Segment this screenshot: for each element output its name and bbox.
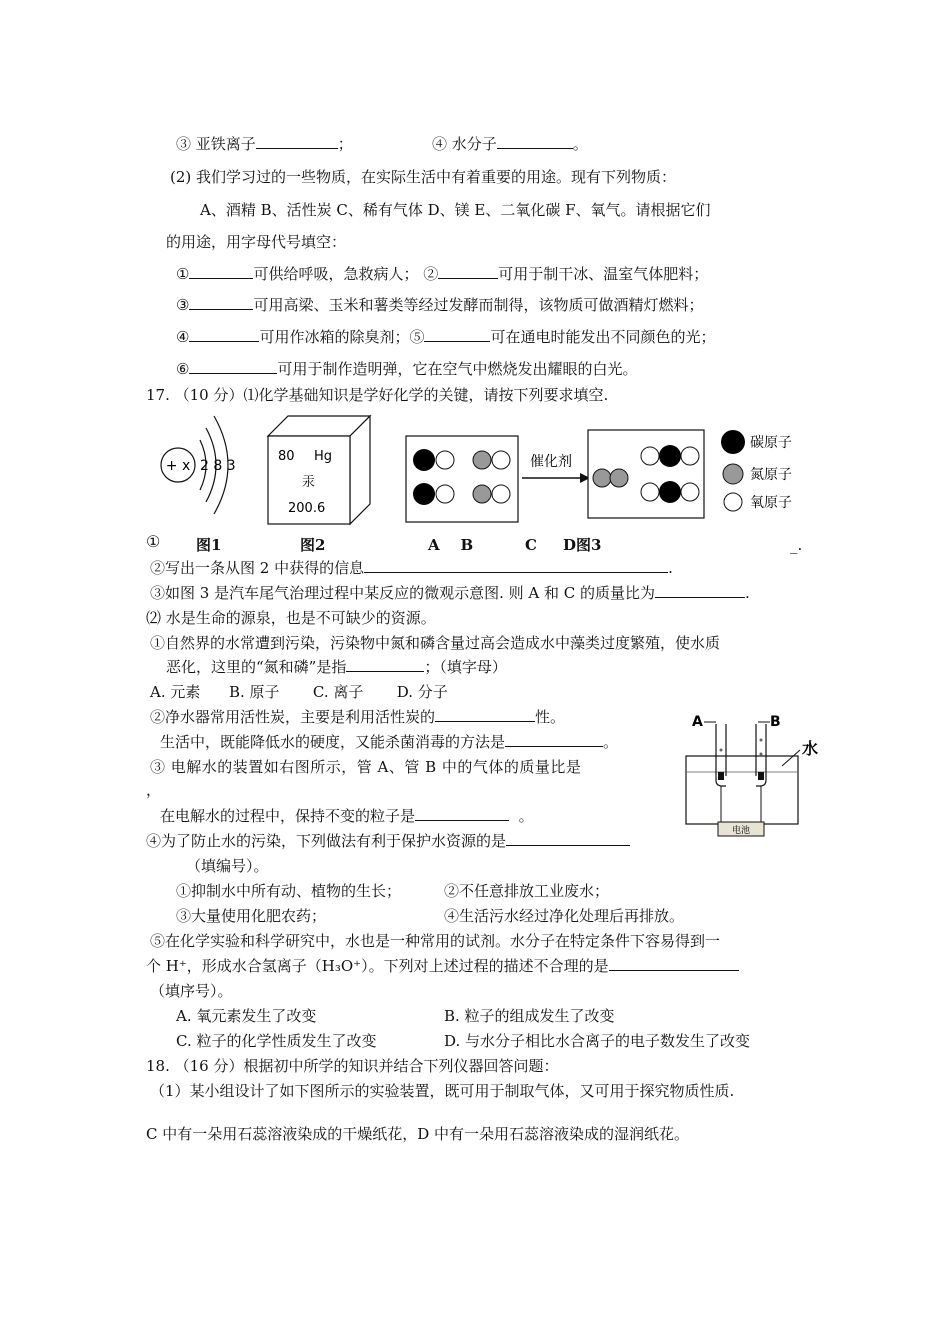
- legend-nitrogen: 氮原子: [750, 467, 792, 483]
- legend-oxygen: 氧原子: [750, 495, 792, 511]
- oxygen-atom: [681, 447, 699, 465]
- option-3: ③大量使用化肥农药；: [176, 907, 327, 925]
- punct: 。: [518, 807, 534, 825]
- legend-oxygen-swatch: [724, 493, 742, 511]
- use-text: 可供给呼吸，急救病人； ②: [253, 265, 439, 283]
- circled-num: ③: [176, 296, 190, 314]
- answer-blank[interactable]: [415, 806, 509, 821]
- q16-part2-intro: (2) 我们学习过的一些物质，在实际生活中有着重要的用途。现有下列物质：: [170, 168, 677, 186]
- caption-fig1: 图1: [196, 536, 222, 554]
- item-label: ④ 水分子: [432, 135, 497, 153]
- item-label: ③ 亚铁离子: [176, 135, 256, 153]
- catalyst-label: 催化剂: [530, 454, 572, 470]
- element-cube-figure: [262, 414, 382, 530]
- choice-a: A. 氧元素发生了改变: [176, 1007, 317, 1025]
- question-text: ③如图 3 是汽车尾气治理过程中某反应的微观示意图. 则 A 和 C 的质量比为: [150, 584, 656, 602]
- oxygen-atom: [681, 483, 699, 501]
- q17-item3: [150, 583, 750, 603]
- answer-blank[interactable]: [189, 359, 277, 374]
- electrolysis-question: ③ 电解水的装置如右图所示，管 A、管 B 中的气体的质量比是: [150, 758, 582, 776]
- water-pollution-text: ①自然界的水常遭到污染，污染物中氮和磷含量过高会造成水中藻类过度繁殖，使水质: [150, 634, 721, 652]
- q17-item2: [150, 558, 673, 578]
- electrode-a: [718, 772, 724, 780]
- question-text: 恶化，这里的“氮和磷”是指: [166, 658, 347, 676]
- answer-blank[interactable]: [609, 956, 739, 971]
- litmus-flower-text: C 中有一朵用石蕊溶液染成的干燥纸花，D 中有一朵用石蕊溶液染成的湿润纸花。: [146, 1125, 690, 1143]
- bubble: [760, 739, 763, 742]
- answer-blank[interactable]: [189, 264, 253, 279]
- q18-heading: 18. （16 分）根据初中所学的知识并结合下列仪器回答问题：: [146, 1057, 559, 1075]
- legend-carbon: 碳原子: [750, 435, 792, 451]
- carbon-atom: [659, 481, 681, 503]
- caption-tail: _.: [790, 536, 803, 554]
- instruction-text: 的用途，用字母代号填空：: [166, 233, 347, 251]
- use-text: 可用于制干冰、温室气体肥料；: [498, 265, 709, 283]
- water-pointer: [782, 750, 800, 766]
- circled-num: ①: [176, 265, 190, 283]
- activated-carbon-question: [150, 707, 565, 727]
- punct: .: [745, 584, 750, 602]
- caption-fig2: 图2: [300, 536, 326, 554]
- answer-blank[interactable]: [435, 707, 535, 722]
- question-text: ④为了防止水的污染，下列做法有利于保护水资源的是: [146, 832, 507, 850]
- carbon-atom: [413, 483, 435, 505]
- question-text: ②净水器常用活性炭，主要是利用活性炭的: [150, 708, 436, 726]
- option-2: ②不任意排放工业废水；: [444, 882, 610, 900]
- carbon-atom: [659, 445, 681, 467]
- q16-item3: [176, 134, 353, 154]
- answer-blank[interactable]: [505, 732, 603, 747]
- legend-nitrogen-swatch: [723, 464, 743, 484]
- answer-blank[interactable]: [346, 657, 424, 672]
- water-tank: [686, 756, 798, 824]
- use-line-1: [176, 264, 708, 284]
- answer-blank[interactable]: [364, 558, 668, 573]
- circled-num: ⑥: [176, 360, 190, 378]
- q16-item4: [432, 134, 588, 154]
- nitrogen-phosphorus-question: [166, 657, 507, 677]
- hardness-question: [160, 732, 618, 752]
- fill-number-note: （填编号）。: [186, 857, 269, 875]
- answer-blank[interactable]: [497, 134, 573, 149]
- cube-side: [350, 416, 370, 524]
- bubble: [760, 753, 763, 756]
- reaction-diagram-figure: [402, 426, 822, 526]
- use-text: 可在通电时能发出不同颜色的光；: [490, 328, 716, 346]
- use-text: 可用高梁、玉米和薯类等经过发酵而制得，该物质可做酒精灯燃料；: [253, 296, 704, 314]
- element-name: 汞: [302, 475, 316, 490]
- caption-fig3: D图3: [563, 536, 602, 554]
- answer-blank[interactable]: [256, 134, 338, 149]
- water-label: 水: [802, 739, 819, 758]
- use-line-2: [176, 295, 703, 315]
- choice-d: D. 与水分子相比水合离子的电子数发生了改变: [444, 1032, 751, 1050]
- reactants-box: [406, 436, 518, 522]
- use-text: 可用作冰箱的除臭剂；⑤: [259, 328, 425, 346]
- water-protection-question: [146, 831, 630, 851]
- punct: 。: [603, 733, 619, 751]
- choice-row: A. 元素 B. 原子 C. 离子 D. 分子: [150, 683, 448, 701]
- electrolysis-apparatus-figure: [682, 710, 822, 838]
- bubble: [720, 749, 723, 752]
- question-text: ；（填字母）: [424, 658, 507, 676]
- atomic-mass: 200.6: [288, 501, 326, 516]
- answer-blank[interactable]: [189, 295, 253, 310]
- legend-carbon-swatch: [721, 430, 745, 454]
- q17-heading: 17. （10 分）⑴化学基础知识是学好化学的关键，请按下列要求填空.: [146, 386, 609, 404]
- question-text: 性。: [535, 708, 566, 726]
- element-symbol: Hg: [314, 449, 333, 464]
- nucleus-label: + x: [165, 458, 191, 474]
- punct: .: [668, 559, 673, 577]
- use-text: 可用于制作造明弹，它在空气中燃烧发出耀眼的白光。: [277, 360, 638, 378]
- fill-sequence-note: （填序号）。: [150, 982, 233, 1000]
- battery-label: 电池: [731, 826, 751, 836]
- substance-list: A、酒精 B、活性炭 C、稀有气体 D、镁 E、二氧化碳 F、氧气。请根据它们: [200, 201, 711, 219]
- circled-num: ④: [176, 328, 190, 346]
- question-text: 生活中，既能降低水的硬度，又能杀菌消毒的方法是: [160, 733, 506, 751]
- carbon-atom: [413, 449, 435, 471]
- choice-b: B. 粒子的组成发生了改变: [444, 1007, 615, 1025]
- hydronium-intro: ⑤在化学实验和科学研究中，水也是一种常用的试剂。水分子在特定条件下容易得到一: [150, 932, 721, 950]
- question-text: 在电解水的过程中，保持不变的粒子是: [160, 807, 416, 825]
- hydronium-question: [146, 956, 739, 976]
- punct: 。: [572, 135, 588, 153]
- question-text: 个 H⁺，形成水合氢离子（H₃O⁺）。下列对上述过程的描述不合理的是: [146, 957, 609, 975]
- option-4: ④生活污水经过净化处理后再排放。: [444, 907, 685, 925]
- oxygen-atom: [492, 485, 510, 503]
- caption-c: C: [525, 536, 537, 554]
- electrode-b: [758, 772, 764, 780]
- oxygen-atom: [641, 483, 659, 501]
- atom-structure-figure: [150, 410, 250, 520]
- caption-ab: A B: [428, 536, 474, 554]
- oxygen-atom: [641, 447, 659, 465]
- nitrogen-atom: [473, 485, 491, 503]
- answer-blank[interactable]: [189, 327, 259, 342]
- tube-a-label: A: [692, 714, 703, 730]
- use-line-4: [176, 359, 637, 379]
- q17-part2-heading: ⑵ 水是生命的源泉，也是不可缺少的资源。: [146, 609, 436, 627]
- answer-blank[interactable]: [506, 831, 630, 846]
- unchanged-particle-question: [160, 806, 534, 826]
- punct: ；: [337, 135, 353, 153]
- nitrogen-atom: [593, 469, 611, 487]
- caption-circled: ①: [146, 532, 161, 551]
- shell-electrons: 2 8 3: [200, 458, 236, 474]
- choice-c: C. 粒子的化学性质发生了改变: [176, 1032, 377, 1050]
- option-1: ①抑制水中所有动、植物的生长；: [176, 882, 402, 900]
- use-line-3: [176, 327, 715, 347]
- oxygen-atom: [436, 485, 454, 503]
- electrolysis-comma: ，: [146, 781, 162, 799]
- nitrogen-atom: [473, 451, 491, 469]
- answer-blank[interactable]: [438, 264, 498, 279]
- nitrogen-atom: [610, 469, 628, 487]
- oxygen-atom: [492, 451, 510, 469]
- q18-part1: （1）某小组设计了如下图所示的实验装置，既可用于制取气体，又可用于探究物质性质.: [150, 1082, 735, 1100]
- tube-b-label: B: [770, 714, 781, 730]
- oxygen-atom: [436, 451, 454, 469]
- answer-blank[interactable]: [655, 583, 745, 598]
- answer-blank[interactable]: [424, 327, 490, 342]
- question-text: ②写出一条从图 2 中获得的信息: [150, 559, 365, 577]
- atomic-number: 80: [278, 449, 295, 464]
